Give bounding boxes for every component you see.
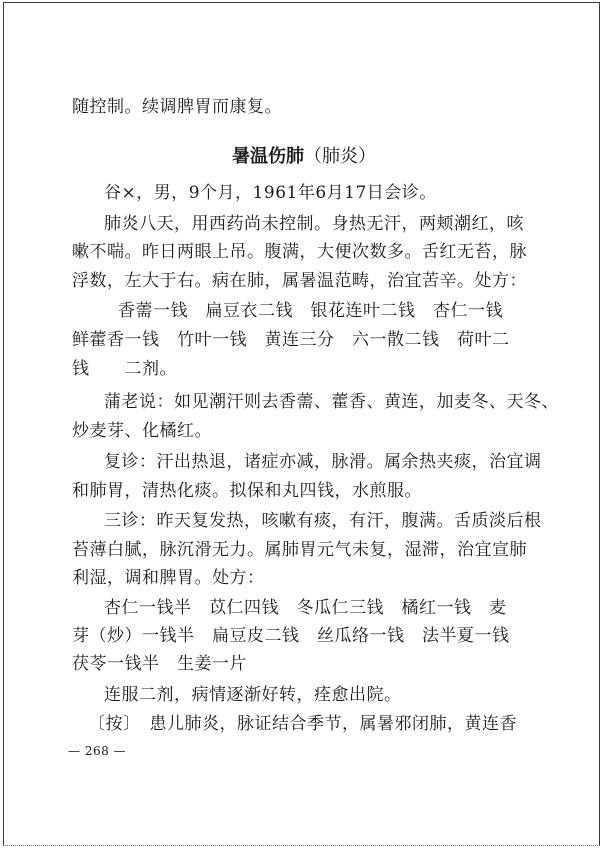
text-line: 香薷一钱 扁豆衣二钱 银花连叶二钱 杏仁一钱: [118, 301, 503, 321]
section-title-main: 暑温伤肺: [232, 146, 304, 167]
text-line: 三诊：昨天复发热，咳嗽有痰，有汗，腹满。舌质淡后根: [104, 511, 542, 531]
text-line: 钱 二剂。: [72, 359, 177, 379]
text-line: 浮数，左大于右。病在肺，属暑温范畴，治宜苦辛。处方：: [72, 271, 527, 291]
text-line: 嗽不喘。昨日两眼上吊。腹满，大便次数多。舌红无苔，脉: [72, 242, 527, 262]
page-number: — 268 —: [68, 744, 127, 758]
text-line: 杏仁一钱半 苡仁四钱 冬瓜仁三钱 橘红一钱 麦: [104, 598, 507, 618]
text-line: 苔薄白腻，脉沉滑无力。属肺胃元气未复，湿滞，治宜宣肺: [72, 540, 527, 560]
text-line: 〔按〕 患儿肺炎，脉证结合季节，属暑邪闭肺，黄连香: [88, 714, 517, 734]
text-line: 和肺胃，清热化痰。拟保和丸四钱，水煎服。: [72, 481, 422, 501]
text-line: 肺炎八天，用西药尚未控制。身热无汗，两颊潮红，咳: [104, 214, 524, 234]
section-title: [232, 146, 376, 168]
section-title-sub: （肺炎）: [304, 146, 376, 167]
text-line: 利湿，调和脾胃。处方：: [72, 568, 265, 588]
text-line: 谷×，男，9个月，1961年6月17日会诊。: [104, 183, 437, 203]
text-line: 炒麦芽、化橘红。: [72, 421, 212, 441]
text-line: 芽（炒）一钱半 扁豆皮二钱 丝瓜络一钱 法半夏一钱: [72, 626, 510, 646]
text-line: 蒲老说：如见潮汗则去香薷、藿香、黄连，加麦冬、天冬、: [104, 392, 559, 412]
text-line: 复诊：汗出热退，诸症亦减，脉滑。属余热夹痰，治宜调: [104, 452, 542, 472]
text-line: 连服二剂，病情逐渐好转，痊愈出院。: [104, 685, 402, 705]
text-line: 鲜藿香一钱 竹叶一钱 黄连三分 六一散二钱 荷叶二: [72, 330, 510, 350]
text-line: 茯苓一钱半 生姜一片: [72, 654, 247, 674]
text-line: 随控制。续调脾胃而康复。: [72, 97, 282, 117]
